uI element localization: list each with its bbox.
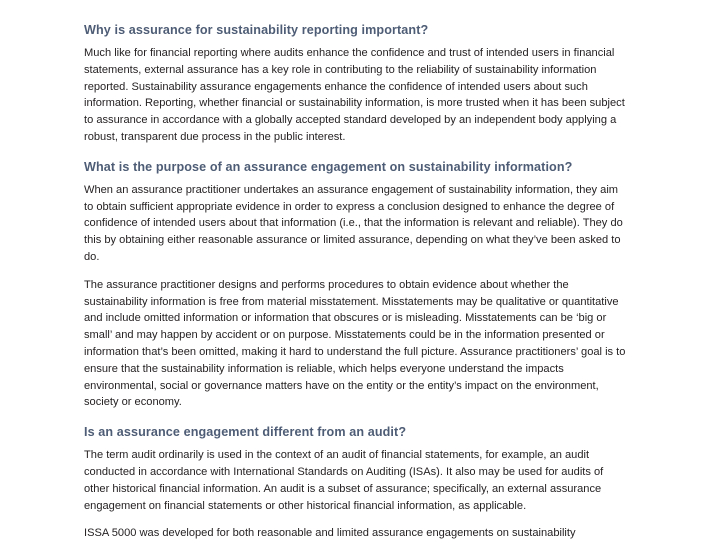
section-1-heading-block <box>84 22 630 38</box>
section-heading-why-is-assurance-important: Why is assurance for sustainability reporting important? <box>84 23 429 37</box>
section-heading-purpose-of-assurance-engagement: What is the purpose of an assurance engagement on sustainability information? <box>84 159 573 174</box>
paragraph: Much like for financial reporting where audits enhance the confidence and trust of intended users in financial statements, external assurance has a key role in contributing to the reliability of sustainability information reported. Sustainability assurance engagements enhance the confidence of intended users about such information. Reporting, whether financial or sustainability information, is more trusted when it has been subject to assurance in accordance with a globally accepted standard developed by an independent body applying a robust, transparent due process in the public interest. <box>84 47 625 143</box>
paragraph: When an assurance practitioner undertakes an assurance engagement of sustainability information, they aim to obtain sufficient appropriate evidence in order to express a conclusion designed to enhance the degree of confidence of intended users about that information (i.e., that the information is relevant and reliable). They do this by obtaining either reasonable assurance or limited assurance, depending on what they’ve been asked to do. <box>84 183 623 263</box>
section-2-body <box>84 182 630 411</box>
section-heading-assurance-vs-audit: Is an assurance engagement different from an audit? <box>84 425 407 440</box>
section-2-heading-block <box>84 159 630 175</box>
document-content-column <box>84 22 630 542</box>
section-3-heading-block <box>84 424 630 440</box>
section-1-body <box>84 45 630 146</box>
paragraph: The term audit ordinarily is used in the context of an audit of financial statements, for example, an audit conducted in accordance with International Standards on Auditing (ISAs). It also may be used for audits of other historical financial information. An audit is a subset of assurance; specifically, an external assurance engagement on financial statements or other historical financial information, as applicable. <box>84 449 604 512</box>
section-3-body <box>84 447 630 542</box>
paragraph: The assurance practitioner designs and performs procedures to obtain evidence about whether the sustainability information is free from material misstatement. Misstatements may be qualitative or quantitative and include omitted information or information that obscures or is misleading. Misstatements can be ‘big or small’ and may happen by accident or on purpose. Misstatements could be in the information presented or information that’s been omitted, making it hard to understand the full picture. Assurance practitioners’ goal is to ensure that the sustainability information is reliable, which helps everyone understand the impacts environmental, social or governance matters have on the entity or the entity’s impact on the environment, society or economy. <box>84 278 626 409</box>
paragraph-truncated-at-page-edge: ISSA 5000 was developed for both reasonable and limited assurance engagements on sustainability <box>84 527 576 540</box>
